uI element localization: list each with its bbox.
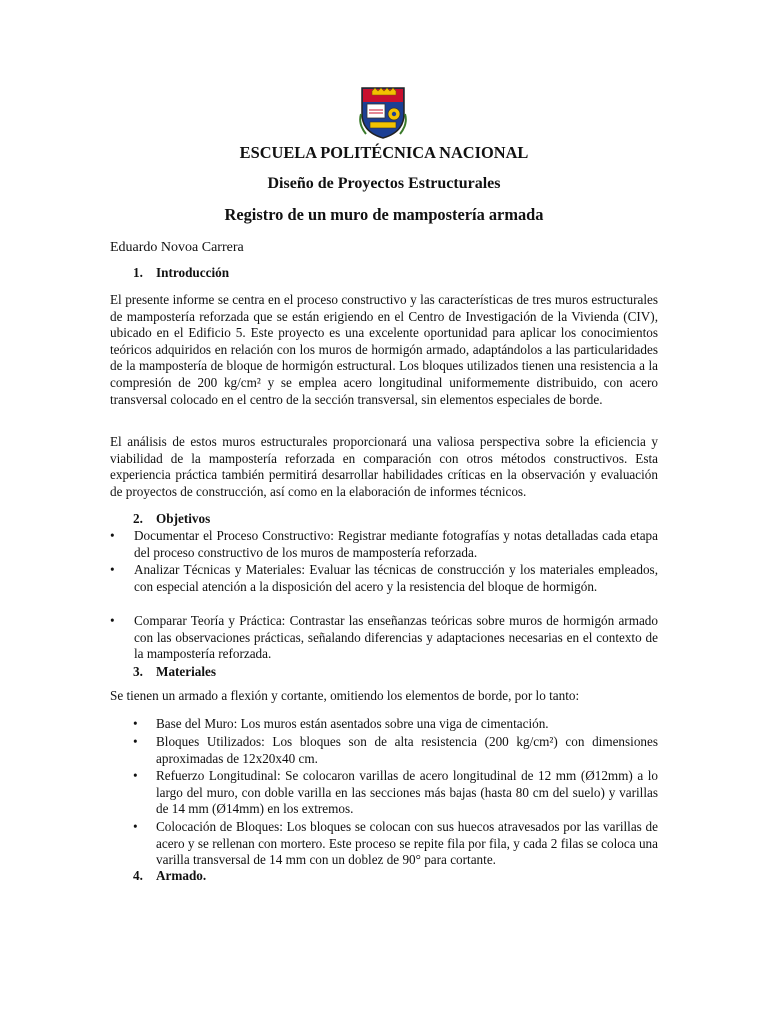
intro-paragraph-2: El análisis de estos muros estructurales proporcionará una valiosa perspectiva sobre la eficiencia y viabilidad de la mampostería reforzada en comparación con otros métodos constructivos. Esta experiencia práctica también permitirá desarrollar habilidades críticas en la observación y evaluación de proyectos de construcción, así como en la elaboración de informes técnicos. — [110, 434, 658, 499]
material-text: Base del Muro: Los muros están asentados sobre una viga de cimentación. — [156, 716, 549, 731]
bullet-icon: • — [133, 716, 138, 731]
institution-logo-icon — [358, 84, 408, 140]
section-title: Materiales — [156, 664, 217, 679]
document-title: Registro de un muro de mampostería armada — [224, 205, 544, 224]
section-title: Objetivos — [156, 511, 211, 526]
bullet-icon: • — [110, 528, 115, 543]
section-number: 4. — [133, 868, 143, 883]
course-name: Diseño de Proyectos Estructurales — [267, 175, 501, 192]
section-title: Armado. — [156, 868, 207, 883]
section-heading-objetivos — [133, 511, 210, 528]
material-text: Bloques Utilizados: Los bloques son de alta resistencia (200 kg/cm²) con dimensiones aproximadas de 12x20x40 cm. — [156, 734, 658, 766]
author-name: Eduardo Novoa Carrera — [110, 240, 244, 255]
materials-intro: Se tienen un armado a flexión y cortante, omitiendo los elementos de borde, por lo tanto: — [110, 688, 580, 703]
bullet-icon: • — [133, 768, 138, 783]
objective-text: Analizar Técnicas y Materiales: Evaluar las técnicas de construcción y los materiales empleados, con especial atención a la disposición del acero y la resistencia del bloque de hormigón. — [134, 562, 658, 594]
material-text: Colocación de Bloques: Los bloques se colocan con sus huecos atravesados por las varillas de acero y se rellenan con mortero. Este proceso se repite fila por fila, y cada 2 filas se coloca una varilla transversal de 14 mm con un doblez de 90° para cortante. — [156, 819, 658, 868]
material-text: Refuerzo Longitudinal: Se colocaron varillas de acero longitudinal de 12 mm (Ø12mm) a lo largo del muro, con doble varilla en las secciones más bajas (hasta 80 cm del suelo) y varillas de 14 mm (Ø14mm) en los extremos. — [156, 768, 658, 817]
section-number: 3. — [133, 664, 143, 679]
institution-name: ESCUELA POLITÉCNICA NACIONAL — [239, 143, 529, 162]
objective-text: Comparar Teoría y Práctica: Contrastar las enseñanzas teóricas sobre muros de hormigón armado con las observaciones prácticas, señalando diferencias y adaptaciones necesarias en el contexto de la mampostería reforzada. — [134, 613, 658, 662]
section-number: 2. — [133, 511, 143, 526]
intro-paragraph-1: El presente informe se centra en el proceso constructivo y las características de tres muros estructurales de mampostería reforzada que se están erigiendo en el Centro de Investigación de la Vivienda (CIV), ubicado en el Edificio 5. Este proyecto es una excelente oportunidad para aplicar los conocimientos teóricos adquiridos en relación con los muros de hormigón armado, adaptándolos a las particularidades de la mampostería de bloque de hormigón estructural. Los bloques utilizados tienen una resistencia a la compresión de 200 kg/cm² y se emplea acero longitudinal uniformemente distribuido, con acero transversal colocado en el centro de la sección transversal, sin elementos especiales de borde. — [110, 292, 658, 407]
bullet-icon: • — [110, 613, 115, 628]
section-title: Introducción — [156, 265, 230, 280]
bullet-icon: • — [133, 734, 138, 749]
section-heading-armado — [133, 868, 206, 885]
bullet-icon: • — [110, 562, 115, 577]
objective-text: Documentar el Proceso Constructivo: Registrar mediante fotografías y notas detalladas cada etapa del proceso constructivo de los muros de mampostería reforzada. — [134, 528, 658, 560]
section-number: 1. — [133, 265, 143, 280]
section-heading-introduccion — [133, 265, 229, 282]
bullet-icon: • — [133, 819, 138, 834]
section-heading-materiales — [133, 664, 216, 681]
